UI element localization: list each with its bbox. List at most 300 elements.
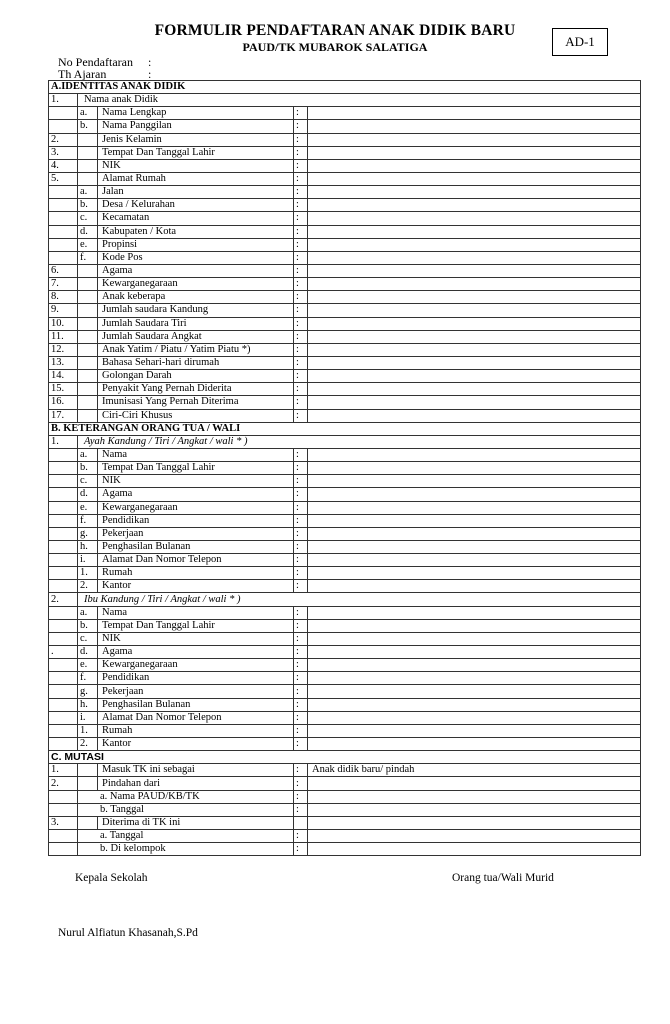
sub-item-letter: [78, 343, 98, 356]
field-colon: :: [294, 396, 308, 409]
field-label: Tempat Dan Tanggal Lahir: [98, 619, 294, 632]
form-field-row: [49, 343, 641, 356]
item-number: [49, 514, 78, 527]
field-value-input[interactable]: [308, 475, 641, 488]
field-value-input[interactable]: [308, 278, 641, 291]
field-value-input[interactable]: [308, 264, 641, 277]
field-colon: :: [294, 172, 308, 185]
item-number: [49, 199, 78, 212]
field-colon: :: [294, 606, 308, 619]
field-colon: :: [294, 711, 308, 724]
sub-item-letter: g.: [78, 527, 98, 540]
sub-item-letter: 1.: [78, 724, 98, 737]
form-field-row: [49, 606, 641, 619]
item-number: 3.: [49, 146, 78, 159]
item-number: 2.: [49, 777, 78, 790]
form-field-row: [49, 540, 641, 553]
field-value-input[interactable]: [308, 527, 641, 540]
sub-item-letter: d.: [78, 646, 98, 659]
field-colon: :: [294, 304, 308, 317]
registration-form-table: [48, 80, 641, 856]
field-value-input[interactable]: [308, 251, 641, 264]
field-colon: :: [294, 409, 308, 422]
field-value-input[interactable]: [308, 685, 641, 698]
form-field-row: [49, 120, 641, 133]
field-label: Kantor: [98, 580, 294, 593]
field-value-input[interactable]: [308, 133, 641, 146]
field-colon: :: [294, 554, 308, 567]
field-colon: :: [294, 238, 308, 251]
item-number: 7.: [49, 278, 78, 291]
sub-item-letter: [78, 383, 98, 396]
sub-item-letter: b.: [78, 199, 98, 212]
item-number: [49, 803, 78, 816]
form-field-row: [49, 409, 641, 422]
field-colon: :: [294, 659, 308, 672]
form-field-row: [49, 567, 641, 580]
item-number: 4.: [49, 159, 78, 172]
field-colon: :: [294, 462, 308, 475]
form-field-row: [49, 159, 641, 172]
field-label: Rumah: [98, 567, 294, 580]
group-header-row: [49, 435, 641, 448]
form-field-row: [49, 488, 641, 501]
form-field-row: [49, 514, 641, 527]
item-number: 3.: [49, 816, 78, 829]
field-colon: :: [294, 685, 308, 698]
field-value-input[interactable]: [308, 777, 641, 790]
form-field-row: [49, 843, 641, 856]
field-colon: :: [294, 738, 308, 751]
field-label: Anak Yatim / Piatu / Yatim Piatu *): [98, 343, 294, 356]
field-label: Imunisasi Yang Pernah Diterima: [98, 396, 294, 409]
field-value-input[interactable]: [308, 291, 641, 304]
field-value-input[interactable]: [308, 738, 641, 751]
field-value-input[interactable]: [308, 711, 641, 724]
field-colon: :: [294, 567, 308, 580]
sub-item-letter: c.: [78, 632, 98, 645]
item-number: [49, 488, 78, 501]
section-title: B. KETERANGAN ORANG TUA / WALI: [49, 422, 641, 435]
field-value-input[interactable]: [308, 619, 641, 632]
field-colon: :: [294, 278, 308, 291]
form-field-row: [49, 724, 641, 737]
field-label: Nama Lengkap: [98, 107, 294, 120]
sub-item-letter: g.: [78, 685, 98, 698]
field-colon: :: [294, 724, 308, 737]
field-value-input[interactable]: [308, 186, 641, 199]
field-colon: :: [294, 120, 308, 133]
sub-item-letter: d.: [78, 488, 98, 501]
field-value-input[interactable]: [308, 172, 641, 185]
sub-item-letter: a.: [78, 448, 98, 461]
item-number: [49, 567, 78, 580]
field-label: Nama: [98, 448, 294, 461]
field-label: Jumlah Saudara Tiri: [98, 317, 294, 330]
field-value-input[interactable]: [308, 199, 641, 212]
sub-item-letter: [78, 291, 98, 304]
sub-item-letter: [78, 146, 98, 159]
item-number: 11.: [49, 330, 78, 343]
item-number: [49, 251, 78, 264]
sub-item-letter: [78, 777, 98, 790]
form-field-row: [49, 251, 641, 264]
field-value-input[interactable]: [308, 448, 641, 461]
field-label: NIK: [98, 475, 294, 488]
sub-item-letter: [78, 409, 98, 422]
field-value-input[interactable]: [308, 317, 641, 330]
field-colon: :: [294, 317, 308, 330]
sub-item-letter: a.: [78, 606, 98, 619]
item-number: 1.: [49, 764, 78, 777]
field-value-input[interactable]: [308, 409, 641, 422]
field-value-input[interactable]: Anak didik baru/ pindah: [308, 764, 641, 777]
form-title: FORMULIR PENDAFTARAN ANAK DIDIK BARU: [154, 22, 516, 39]
field-value-input[interactable]: [308, 212, 641, 225]
sub-item-letter: [78, 278, 98, 291]
sub-item-letter: [78, 396, 98, 409]
field-value-input[interactable]: [308, 540, 641, 553]
form-field-row: [49, 803, 641, 816]
form-field-row: [49, 711, 641, 724]
sub-item-letter: e.: [78, 501, 98, 514]
field-value-input[interactable]: [308, 580, 641, 593]
field-colon: :: [294, 343, 308, 356]
no-pendaftaran-colon: :: [148, 55, 152, 69]
field-colon: :: [294, 370, 308, 383]
field-label: Pekerjaan: [98, 527, 294, 540]
form-field-row: [49, 646, 641, 659]
field-label: Propinsi: [98, 238, 294, 251]
field-label: Rumah: [98, 724, 294, 737]
item-number: [49, 107, 78, 120]
sub-item-letter: [78, 159, 98, 172]
field-label: Alamat Dan Nomor Telepon: [98, 554, 294, 567]
field-label: NIK: [98, 632, 294, 645]
form-field-row: [49, 462, 641, 475]
sub-item-letter: [78, 304, 98, 317]
field-colon: :: [294, 646, 308, 659]
group-label: Ibu Kandung / Tiri / Angkat / wali * ): [78, 593, 641, 606]
item-number: [49, 698, 78, 711]
field-label: Penyakit Yang Pernah Diderita: [98, 383, 294, 396]
principal-name: Nurul Alfiatun Khasanah,S.Pd: [58, 927, 198, 939]
section-title: C. MUTASI: [49, 751, 641, 764]
field-value-input[interactable]: [308, 356, 641, 369]
item-number: 15.: [49, 383, 78, 396]
th-ajaran-label: Th Ajaran: [58, 67, 107, 81]
field-value-input[interactable]: [308, 514, 641, 527]
form-field-row: [49, 225, 641, 238]
field-value-input[interactable]: [308, 554, 641, 567]
item-number: [49, 580, 78, 593]
field-colon: :: [294, 330, 308, 343]
sub-item-letter: [78, 816, 98, 829]
field-colon: :: [294, 619, 308, 632]
sub-item-letter: i.: [78, 711, 98, 724]
field-value-input[interactable]: [308, 501, 641, 514]
item-number: [49, 632, 78, 645]
item-number: 1.: [49, 435, 78, 448]
form-field-row: [49, 356, 641, 369]
parent-signature-label: Orang tua/Wali Murid: [452, 872, 554, 884]
no-pendaftaran-label: No Pendaftaran: [58, 55, 133, 69]
form-field-row: [49, 554, 641, 567]
form-field-row: [49, 501, 641, 514]
item-number: 1.: [49, 94, 78, 107]
field-label: Jenis Kelamin: [98, 133, 294, 146]
field-value-input[interactable]: [308, 724, 641, 737]
item-number: [49, 711, 78, 724]
field-value-input[interactable]: [308, 225, 641, 238]
item-number: [49, 540, 78, 553]
field-colon: :: [294, 133, 308, 146]
field-label: Kabupaten / Kota: [98, 225, 294, 238]
field-value-input[interactable]: [308, 698, 641, 711]
form-code-box: AD-1: [552, 28, 608, 56]
field-colon: :: [294, 514, 308, 527]
form-field-row: [49, 264, 641, 277]
form-field-row: [49, 291, 641, 304]
sub-item-letter: e.: [78, 238, 98, 251]
field-colon: :: [294, 291, 308, 304]
field-label: Pekerjaan: [98, 685, 294, 698]
field-label: Desa / Kelurahan: [98, 199, 294, 212]
field-colon: :: [294, 107, 308, 120]
field-colon: :: [294, 186, 308, 199]
field-value-input[interactable]: [308, 462, 641, 475]
field-colon: [294, 816, 308, 829]
form-field-row: [49, 738, 641, 751]
form-field-row: [49, 685, 641, 698]
form-field-row: [49, 304, 641, 317]
item-number: 2.: [49, 593, 78, 606]
field-value-input[interactable]: [308, 659, 641, 672]
sub-item-letter: 2.: [78, 580, 98, 593]
section-header-row: [49, 422, 641, 435]
item-number: [49, 843, 78, 856]
field-colon: :: [294, 159, 308, 172]
field-value-input[interactable]: [308, 606, 641, 619]
sub-item-letter: b.: [78, 619, 98, 632]
field-value-input[interactable]: [308, 632, 641, 645]
field-label: Tempat Dan Tanggal Lahir: [98, 462, 294, 475]
form-field-row: [49, 580, 641, 593]
sub-item-letter: [78, 356, 98, 369]
field-value-input[interactable]: [308, 343, 641, 356]
sub-item-letter: f.: [78, 251, 98, 264]
field-label: Ciri-Ciri Khusus: [98, 409, 294, 422]
item-number: [49, 738, 78, 751]
form-field-row: [49, 238, 641, 251]
item-number: 10.: [49, 317, 78, 330]
item-number: [49, 475, 78, 488]
field-value-input[interactable]: [308, 843, 641, 856]
sub-item-letter: 1.: [78, 567, 98, 580]
form-field-row: [49, 107, 641, 120]
form-field-row: [49, 830, 641, 843]
item-number: [49, 448, 78, 461]
item-number: 5.: [49, 172, 78, 185]
section-header-row: [49, 751, 641, 764]
item-number: [49, 501, 78, 514]
item-number: 12.: [49, 343, 78, 356]
field-value-input[interactable]: [308, 567, 641, 580]
item-number: 8.: [49, 291, 78, 304]
field-colon: :: [294, 199, 308, 212]
section-title: A.IDENTITAS ANAK DIDIK: [49, 81, 641, 94]
field-value-input[interactable]: [308, 238, 641, 251]
field-label: Kewarganegaraan: [98, 278, 294, 291]
field-value-input[interactable]: [308, 816, 641, 829]
group-header-row: [49, 94, 641, 107]
field-label: Kewarganegaraan: [98, 501, 294, 514]
field-value-input[interactable]: [308, 790, 641, 803]
field-label: Alamat Dan Nomor Telepon: [98, 711, 294, 724]
field-value-input[interactable]: [308, 107, 641, 120]
item-number: [49, 186, 78, 199]
sub-item-letter: f.: [78, 514, 98, 527]
form-field-row: [49, 527, 641, 540]
group-label: Nama anak Didik: [78, 94, 641, 107]
field-value-input[interactable]: [308, 383, 641, 396]
field-label: Alamat Rumah: [98, 172, 294, 185]
field-label: b. Di kelompok: [78, 843, 294, 856]
sub-item-letter: [78, 370, 98, 383]
field-value-input[interactable]: [308, 830, 641, 843]
field-colon: :: [294, 383, 308, 396]
field-value-input[interactable]: [308, 159, 641, 172]
field-colon: :: [294, 803, 308, 816]
item-number: [49, 830, 78, 843]
field-colon: :: [294, 448, 308, 461]
item-number: 6.: [49, 264, 78, 277]
sub-item-letter: a.: [78, 186, 98, 199]
sub-item-letter: c.: [78, 475, 98, 488]
field-value-input[interactable]: [308, 488, 641, 501]
item-number: 16.: [49, 396, 78, 409]
field-colon: :: [294, 527, 308, 540]
field-value-input[interactable]: [308, 803, 641, 816]
item-number: [49, 672, 78, 685]
field-label: Nama: [98, 606, 294, 619]
form-field-row: [49, 816, 641, 829]
sub-item-letter: 2.: [78, 738, 98, 751]
field-colon: :: [294, 475, 308, 488]
field-value-input[interactable]: [308, 396, 641, 409]
field-label: Diterima di TK ini: [98, 816, 294, 829]
sub-item-letter: [78, 317, 98, 330]
item-number: [49, 790, 78, 803]
field-colon: :: [294, 790, 308, 803]
item-number: .: [49, 646, 78, 659]
sub-item-letter: b.: [78, 462, 98, 475]
item-number: 14.: [49, 370, 78, 383]
form-field-row: [49, 659, 641, 672]
field-value-input[interactable]: [308, 330, 641, 343]
form-field-row: [49, 448, 641, 461]
form-field-row: [49, 278, 641, 291]
item-number: [49, 724, 78, 737]
field-label: Pindahan dari: [98, 777, 294, 790]
sub-item-letter: c.: [78, 212, 98, 225]
sub-item-letter: f.: [78, 672, 98, 685]
form-field-row: [49, 396, 641, 409]
form-field-row: [49, 777, 641, 790]
field-label: Tempat Dan Tanggal Lahir: [98, 146, 294, 159]
item-number: 2.: [49, 133, 78, 146]
field-label: Agama: [98, 488, 294, 501]
field-label: b. Tanggal: [78, 803, 294, 816]
sub-item-letter: i.: [78, 554, 98, 567]
field-colon: :: [294, 698, 308, 711]
form-field-row: [49, 672, 641, 685]
field-colon: :: [294, 212, 308, 225]
field-colon: :: [294, 580, 308, 593]
sub-item-letter: d.: [78, 225, 98, 238]
field-colon: :: [294, 264, 308, 277]
field-value-input[interactable]: [308, 146, 641, 159]
field-label: Pendidikan: [98, 514, 294, 527]
sub-item-letter: e.: [78, 659, 98, 672]
field-label: Bahasa Sehari-hari dirumah: [98, 356, 294, 369]
sub-item-letter: [78, 330, 98, 343]
field-label: Penghasilan Bulanan: [98, 698, 294, 711]
field-colon: :: [294, 146, 308, 159]
form-field-row: [49, 186, 641, 199]
principal-signature-label: Kepala Sekolah: [75, 872, 148, 884]
sub-item-letter: a.: [78, 107, 98, 120]
item-number: [49, 462, 78, 475]
form-field-row: [49, 199, 641, 212]
field-label: Jumlah Saudara Angkat: [98, 330, 294, 343]
item-number: [49, 685, 78, 698]
field-label: Masuk TK ini sebagai: [98, 764, 294, 777]
form-field-row: [49, 698, 641, 711]
field-colon: :: [294, 843, 308, 856]
group-label: Ayah Kandung / Tiri / Angkat / wali * ): [78, 435, 641, 448]
field-colon: :: [294, 356, 308, 369]
sub-item-letter: [78, 133, 98, 146]
field-value-input[interactable]: [308, 304, 641, 317]
field-colon: :: [294, 830, 308, 843]
item-number: [49, 619, 78, 632]
field-label: Agama: [98, 264, 294, 277]
field-colon: :: [294, 225, 308, 238]
form-field-row: [49, 475, 641, 488]
field-colon: :: [294, 777, 308, 790]
field-label: Kantor: [98, 738, 294, 751]
field-value-input[interactable]: [308, 120, 641, 133]
sub-item-letter: b.: [78, 120, 98, 133]
field-label: Jalan: [98, 186, 294, 199]
item-number: [49, 606, 78, 619]
field-colon: :: [294, 540, 308, 553]
group-header-row: [49, 593, 641, 606]
sub-item-letter: [78, 264, 98, 277]
th-ajaran-colon: :: [148, 67, 152, 81]
field-value-input[interactable]: [308, 672, 641, 685]
form-field-row: [49, 212, 641, 225]
form-field-row: [49, 370, 641, 383]
field-value-input[interactable]: [308, 646, 641, 659]
field-value-input[interactable]: [308, 370, 641, 383]
item-number: 17.: [49, 409, 78, 422]
section-header-row: [49, 81, 641, 94]
school-name: PAUD/TK MUBAROK SALATIGA: [242, 40, 428, 54]
sub-item-letter: h.: [78, 540, 98, 553]
form-field-row: [49, 330, 641, 343]
